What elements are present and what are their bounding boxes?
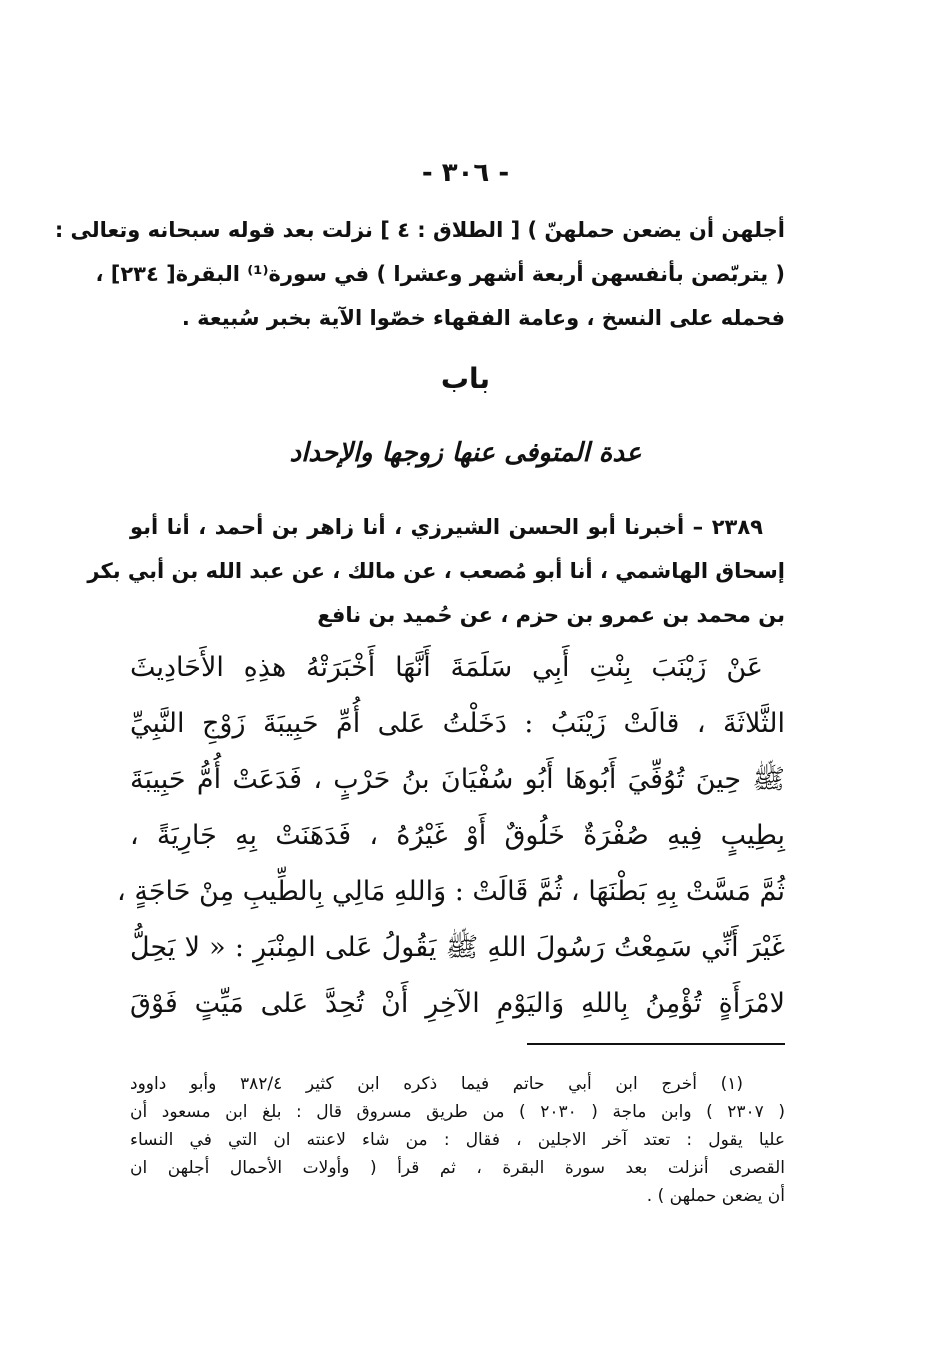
hadith-line: بِطِيبٍ فِيهِ صُفْرَةٌ خَلُوقٌ أَوْ غَيْرُهُ ، فَدَهَنَتْ بِهِ جَارِيَةً ، <box>130 820 785 851</box>
intro-line: أجلهن أن يضعن حملهنّ ) [ الطلاق : ٤ ] نزلت بعد قوله سبحانه وتعالى : <box>54 218 785 242</box>
hadith-line: الثَّلاثَةَ ، قالَتْ زَيْنَبُ : دَخَلْتُ عَلى أُمِّ حَبِيبَةَ زَوْجِ النَّبِيِّ <box>130 708 785 739</box>
hadith-line: غَيْرَ أَنِّي سَمِعْتُ رَسُولَ اللهِ ﷺ يَقُولُ عَلى المِنْبَرِ : « لا يَحِلُّ <box>130 932 785 963</box>
page-number: - ٣٠٦ - <box>421 158 510 188</box>
footnote-line: عليا يقول : تعتد آخر الاجلين ، فقال : من شاء لاعنته ان التي في النساء <box>130 1130 785 1150</box>
intro-paragraph <box>54 208 785 340</box>
footnote-separator <box>527 1043 785 1045</box>
intro-line: ( يتربّصن بأنفسهن أربعة أشهر وعشرا ) في سورة⁽¹⁾ البقرة[ ٢٣٤] ، <box>95 262 785 286</box>
isnad-line: إسحاق الهاشمي ، أنا أبو مُصعب ، عن مالك ، عن عبد الله بن أبي بكر <box>87 559 785 583</box>
footnote-line: القصرى أنزلت بعد سورة البقرة ، ثم قرأ ( وأولات الأحمال أجلهن ان <box>130 1158 785 1178</box>
intro-line: فحمله على النسخ ، وعامة الفقهاء خصّوا الآية بخبر سُبيعة . <box>181 306 785 330</box>
hadith-text <box>117 640 785 1032</box>
chapter-heading: باب <box>440 362 491 395</box>
section-title: عدة المتوفى عنها زوجها والإحداد <box>289 438 642 468</box>
footnote-line: ( ٢٣٠٧ ) وابن ماجة ( ٢٠٣٠ ) من طريق مسروق قال : بلغ ابن مسعود أن <box>130 1102 785 1122</box>
hadith-line: ﷺ حِينَ تُوُفِّيَ أَبُوهَا أَبُو سُفْيَانَ بنُ حَرْبٍ ، فَدَعَتْ أُمُّ حَبِيبَةَ <box>130 764 785 795</box>
isnad-line: ٢٣٨٩ – أخبرنا أبو الحسن الشيرزي ، أنا زاهر بن أحمد ، أنا أبو <box>130 515 763 539</box>
hadith-line: عَنْ زَيْنَبَ بِنْتِ أَبِي سَلَمَةَ أَنَّهَا أَخْبَرَتْهُ هذِهِ الأَحَادِيثَ <box>130 652 763 683</box>
hadith-line: ثُمَّ مَسَّتْ بِهِ بَطْنَهَا ، ثُمَّ قَالَتْ : وَاللهِ مَالِي بِالطِّيبِ مِنْ حَاجَةٍ ، <box>117 876 785 907</box>
hadith-line: لامْرَأَةٍ تُؤْمِنُ بِاللهِ وَاليَوْمِ الآخِرِ أَنْ تُحِدَّ عَلى مَيِّتٍ فَوْقَ <box>130 988 785 1019</box>
footnote-line: أن يضعن حملهن ) . <box>646 1186 785 1206</box>
footnote-line: (١) أخرج ابن أبي حاتم فيما ذكره ابن كثير ٣٨٢/٤ وأبو داوود <box>130 1074 743 1094</box>
footnote <box>130 1070 785 1210</box>
isnad-paragraph <box>87 505 785 637</box>
isnad-line: بن محمد بن عمرو بن حزم ، عن حُميد بن نافع <box>317 603 785 627</box>
